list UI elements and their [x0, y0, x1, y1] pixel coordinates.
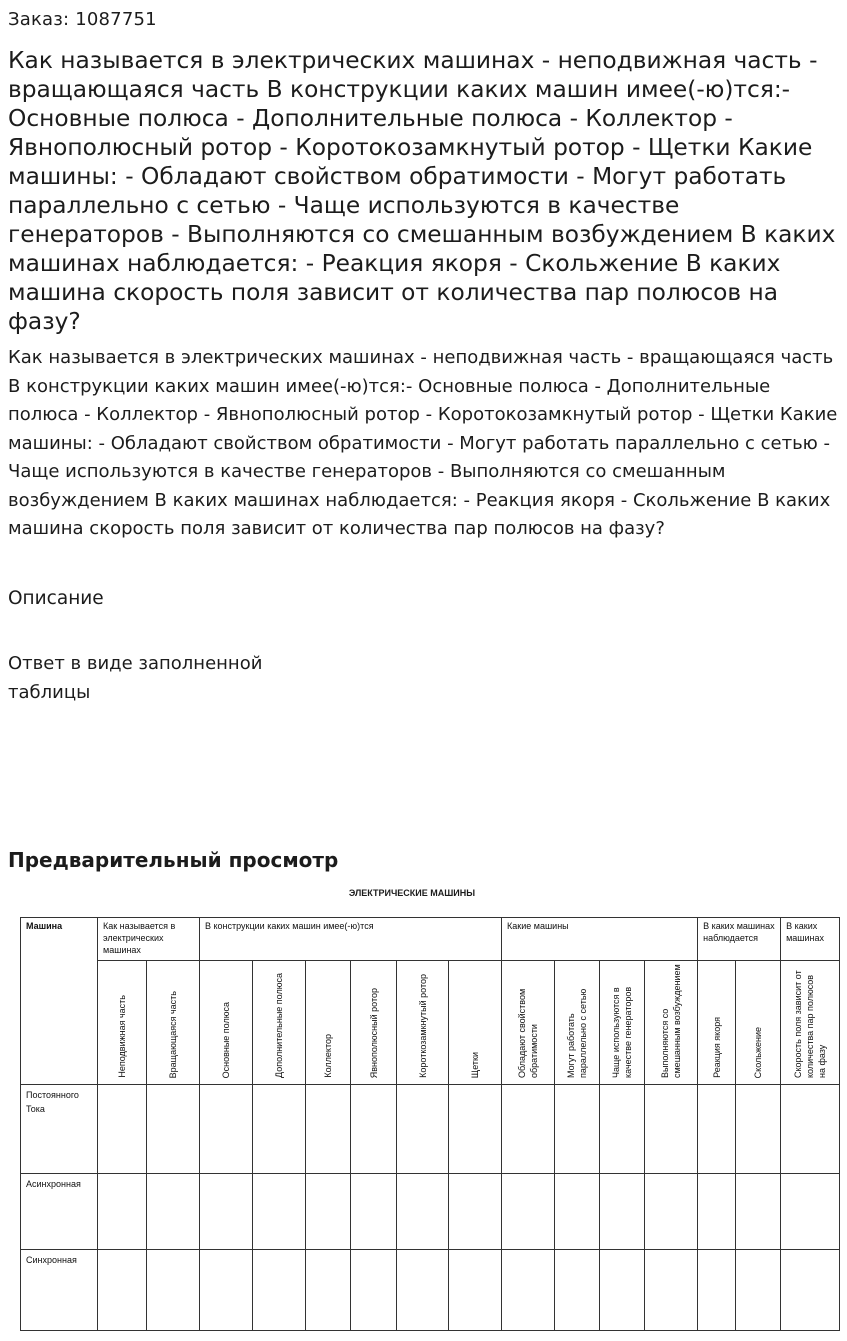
- group-header: В каких машинах наблюдается: [698, 918, 781, 961]
- column-header: Короткозамкнутый ротор: [397, 961, 449, 1085]
- row-label: Асинхронная: [26, 1179, 81, 1189]
- column-header: Вращающаяся часть: [147, 961, 200, 1085]
- row-label: Постоянного Тока: [26, 1090, 79, 1114]
- group-header: Как называется в электрических машинах: [98, 918, 200, 961]
- column-header: Щетки: [449, 961, 502, 1085]
- column-header: Коллектор: [306, 961, 351, 1085]
- corner-header: Машина: [21, 918, 98, 1085]
- column-header: Дополнительные полюса: [253, 961, 306, 1085]
- column-header: Реакция якоря: [698, 961, 736, 1085]
- group-header: Какие машины: [502, 918, 698, 961]
- answer-text: Ответ в виде заполненной таблицы: [8, 653, 263, 703]
- question-body: Как называется в электрических машинах - неподвижная часть - вращающаяся часть В конструкции каких машин имее(-ю)тся:- Основные полюса - Дополнительные полюса - Коллектор - Явнополюсный ротор - Коротокозамкнутый ротор - Щетки Какие машины: - Обладают свойством обратимости - Могут работать параллельно с сетью - Чаще используются в качестве генераторов - Выполняются со смешанным возбуждением В каких машинах наблюдается: - Реакция якоря - Скольжение В каких машина скорость поля зависит от количества пар полюсов на фазу?: [8, 347, 838, 539]
- column-header: Скорость поля зависит от количества пар полюсов на фазу: [781, 961, 840, 1085]
- description-heading: Описание: [8, 588, 104, 609]
- column-header: Чаще используются в качестве генераторов: [600, 961, 645, 1085]
- column-header: Скольжение: [736, 961, 781, 1085]
- question-title: Как называется в электрических машинах - неподвижная часть - вращающаяся часть В конструкции каких машин имее(-ю)тся:- Основные полюса - Дополнительные полюса - Коллектор - Явнополюсный ротор - Коротокозамкнутый ротор - Щетки Какие машины: - Обладают свойством обратимости - Могут работать параллельно с сетью - Чаще используются в качестве генераторов - Выполняются со смешанным возбуждением В каких машинах наблюдается: - Реакция якоря - Скольжение В каких машина скорость поля зависит от количества пар полюсов на фазу?: [8, 47, 836, 335]
- column-header: Основные полюса: [200, 961, 253, 1085]
- column-header: Могут работать параллельно с сетью: [555, 961, 600, 1085]
- column-header: Неподвижная часть: [98, 961, 147, 1085]
- preview-heading: Предварительный просмотр: [8, 848, 339, 872]
- sheet-title: ЭЛЕКТРИЧЕСКИЕ МАШИНЫ: [348, 888, 476, 898]
- group-header: В конструкции каких машин имее(-ю)тся: [200, 918, 502, 961]
- table-row: [21, 1085, 840, 1174]
- column-header: Выполняются со смешанным возбуждением: [645, 961, 698, 1085]
- row-label: Синхронная: [26, 1255, 77, 1265]
- group-header: В каких машинах: [781, 918, 840, 961]
- table-row: [21, 1174, 840, 1250]
- order-number: Заказ: 1087751: [8, 9, 157, 30]
- preview-sheet: [0, 880, 847, 1341]
- table-row: [21, 1250, 840, 1331]
- answer-table: [20, 917, 840, 1331]
- column-header: Обладают свойством обратимости: [502, 961, 555, 1085]
- column-header: Явнополюсный ротор: [351, 961, 397, 1085]
